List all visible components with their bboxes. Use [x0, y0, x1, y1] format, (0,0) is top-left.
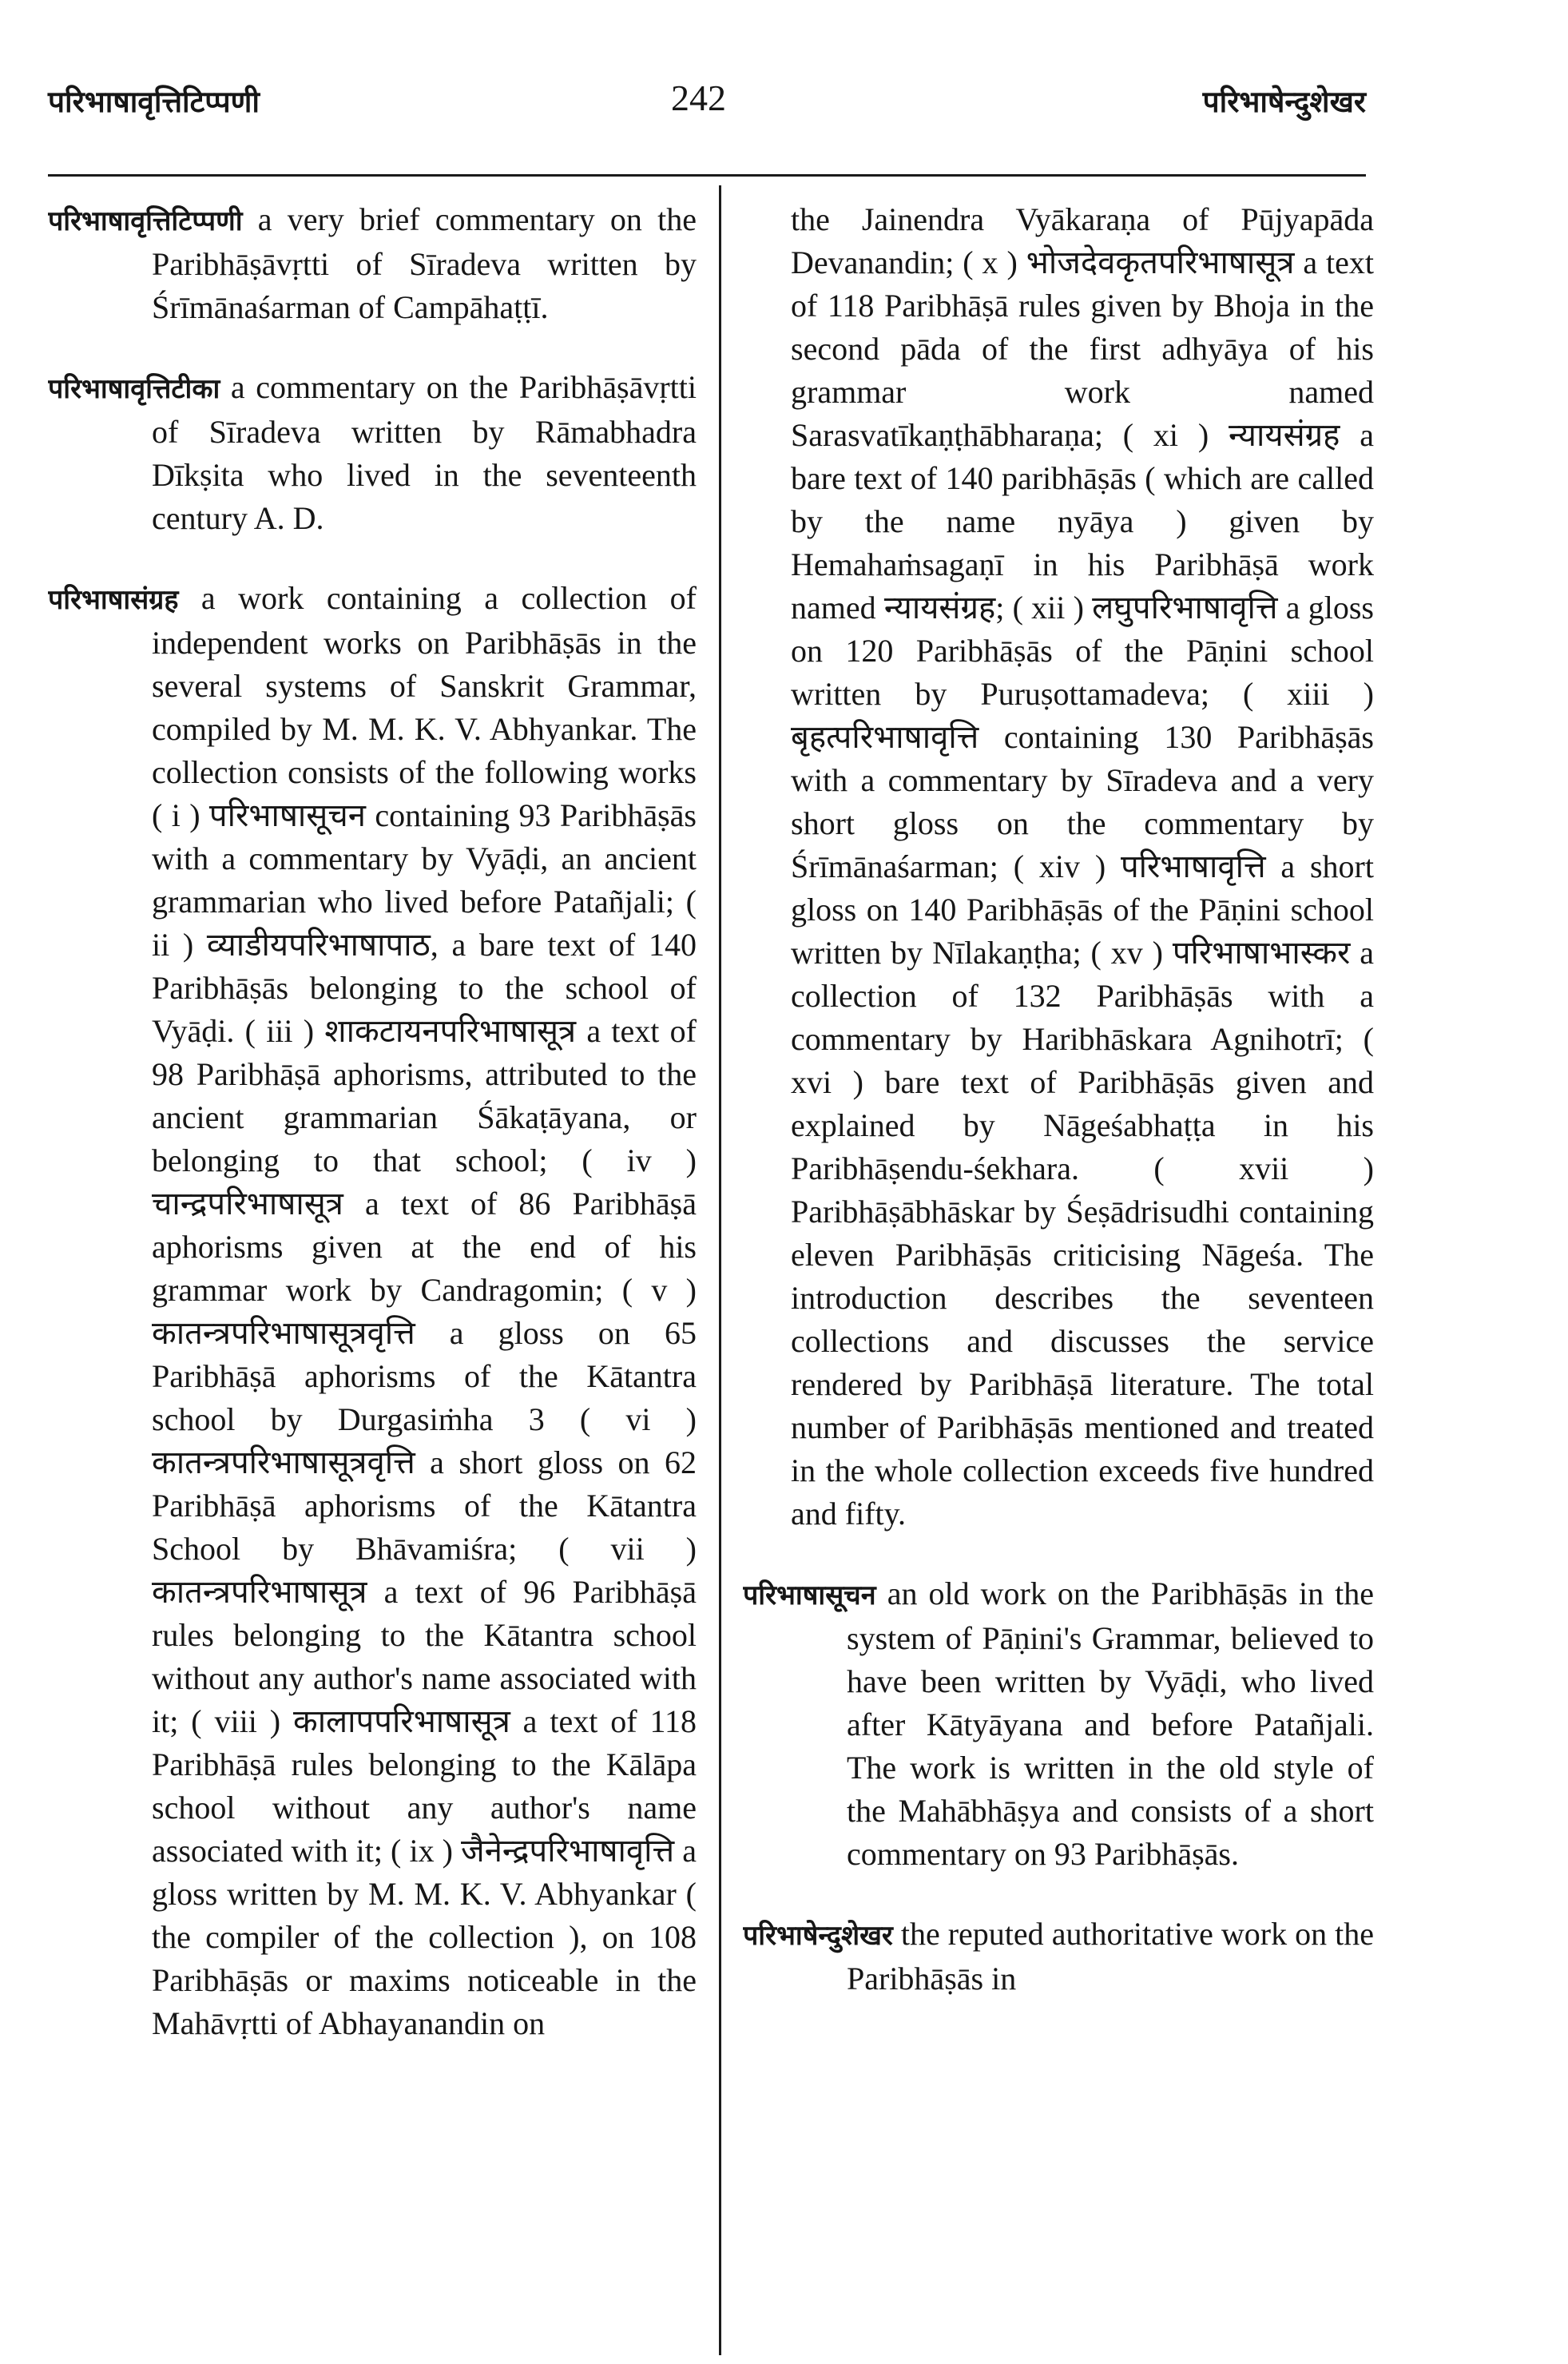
- dictionary-entry: [743, 1572, 1374, 1876]
- left-column: [48, 198, 697, 2347]
- dictionary-entry: [48, 366, 697, 540]
- entry-text: the reputed authoritative work on the Paribhāṣās in: [847, 1916, 1374, 1996]
- page-number: 242: [671, 77, 726, 118]
- entry-text: the Jainendra Vyākaraṇa of Pūjyapāda Devanandin; ( x ) भोजदेवकृतपरिभाषासूत्र a text of 118 Paribhāṣā rules given by Bhoja in the second pāda of the first adhyāya of his grammar work named Sarasvatīkaṇṭhābharaṇa; ( xi ) न्यायसंग्रह a bare text of 140 paribhāṣās ( which are called by the name nyāya ) given by Hemahaṁsagaṇī in his Paribhāṣā work named न्यायसंग्रह; ( xii ) लघुपरिभाषावृत्ति a gloss on 120 Paribhāṣās of the Pāṇini school written by Puruṣottamadeva; ( xiii ) बृहत्परिभाषावृत्ति containing 130 Paribhāṣās with a commentary by Sīradeva and a very short gloss on the commentary by Śrīmānaśarman; ( xiv ) परिभाषावृत्ति a short gloss on 140 Paribhāṣās of the Pāṇini school written by Nīlakaṇṭha; ( xv ) परिभाषाभास्कर a collection of 132 Paribhāṣās with a commentary by Haribhāskara Agnihotrī; ( xvi ) bare text of Paribhāṣās given and explained by Nāgeśabhaṭṭa in his Paribhāṣendu-śekhara. ( xvii ) Paribhāṣābhāskar by Śeṣādrisudhi containing eleven Paribhāṣās criticising Nāgeśa. The introduction describes the seventeen collections and discusses the service rendered by Paribhāṣā literature. The total number of Paribhāṣās mentioned and treated in the whole collection exceeds five hundred and fifty.: [791, 201, 1374, 1532]
- entry-text: a work containing a collection of independent works on Paribhāṣās in the several systems of Sanskrit Grammar, compiled by M. M. K. V. Abhyankar. The collection consists of the following works ( i ) परिभाषासूचन containing 93 Paribhāṣās with a commentary by Vyāḍi, an ancient grammarian who lived before Patañjali; ( ii ) व्याडीयपरिभाषापाठ, a bare text of 140 Paribhāṣās belonging to the school of Vyāḍi. ( iii ) शाकटायनपरिभाषासूत्र a text of 98 Paribhāṣā aphorisms, attributed to the ancient grammarian Śākaṭāyana, or belonging to that school; ( iv ) चान्द्रपरिभाषासूत्र a text of 86 Paribhāṣā aphorisms given at the end of his grammar work by Candragomin; ( v ) कातन्त्रपरिभाषासूत्रवृत्ति a gloss on 65 Paribhāṣā aphorisms of the Kātantra school by Durgasiṁha 3 ( vi ) कातन्त्रपरिभाषासूत्रवृत्ति a short gloss on 62 Paribhāṣā aphorisms of the Kātantra School by Bhāvamiśra; ( vii ) कातन्त्रपरिभाषासूत्र a text of 96 Paribhāṣā rules belonging to the Kātantra school without any author's name associated with it; ( viii ) कालापपरिभाषासूत्र a text of 118 Paribhāṣā rules belonging to the Kālāpa school without any author's name associated with it; ( ix ) जैनेन्द्रपरिभाषावृत्ति a gloss written by M. M. K. V. Abhyankar ( the compiler of the collection ), on 108 Paribhāṣās or maxims noticeable in the Mahāvṛtti of Abhayanandin on: [152, 580, 697, 2041]
- entry-headword: परिभाषावृत्तिटीका: [48, 373, 220, 405]
- dictionary-entry: [48, 577, 697, 2045]
- header-rule: [48, 174, 1366, 177]
- entry-headword: परिभाषासंग्रह: [48, 584, 179, 616]
- entry-text: a commentary on the Paribhāṣāvṛtti of Sīradeva written by Rāmabhadra Dīkṣita who lived in the seventeenth century A. D.: [152, 369, 697, 536]
- column-divider: [719, 185, 721, 2355]
- entry-headword: परिभाषासूचन: [743, 1579, 876, 1611]
- right-column: [743, 198, 1374, 2347]
- entry-text: a very brief commentary on the Paribhāṣāvṛtti of Sīradeva written by Śrīmānaśarman of Campāhaṭṭī.: [152, 201, 697, 325]
- entry-headword: परिभाषावृत्तिटिप्पणी: [48, 205, 243, 237]
- header-right-headword: परिभाषेन्दुशेखर: [1202, 84, 1366, 119]
- entry-text: an old work on the Paribhāṣās in the system of Pāṇini's Grammar, believed to have been written by Vyāḍi, who lived after Kātyāyana and before Patañjali. The work is written in the old style of the Mahābhāṣya and consists of a short commentary on 93 Paribhāṣās.: [847, 1575, 1374, 1872]
- entry-continuation: [743, 198, 1374, 1536]
- page-header: [48, 77, 1366, 133]
- dictionary-entry: [48, 198, 697, 329]
- entry-headword: परिभाषेन्दुशेखर: [743, 1920, 893, 1952]
- dictionary-entry: [743, 1913, 1374, 2000]
- header-left-headword: परिभाषावृत्तिटिप्पणी: [48, 84, 260, 119]
